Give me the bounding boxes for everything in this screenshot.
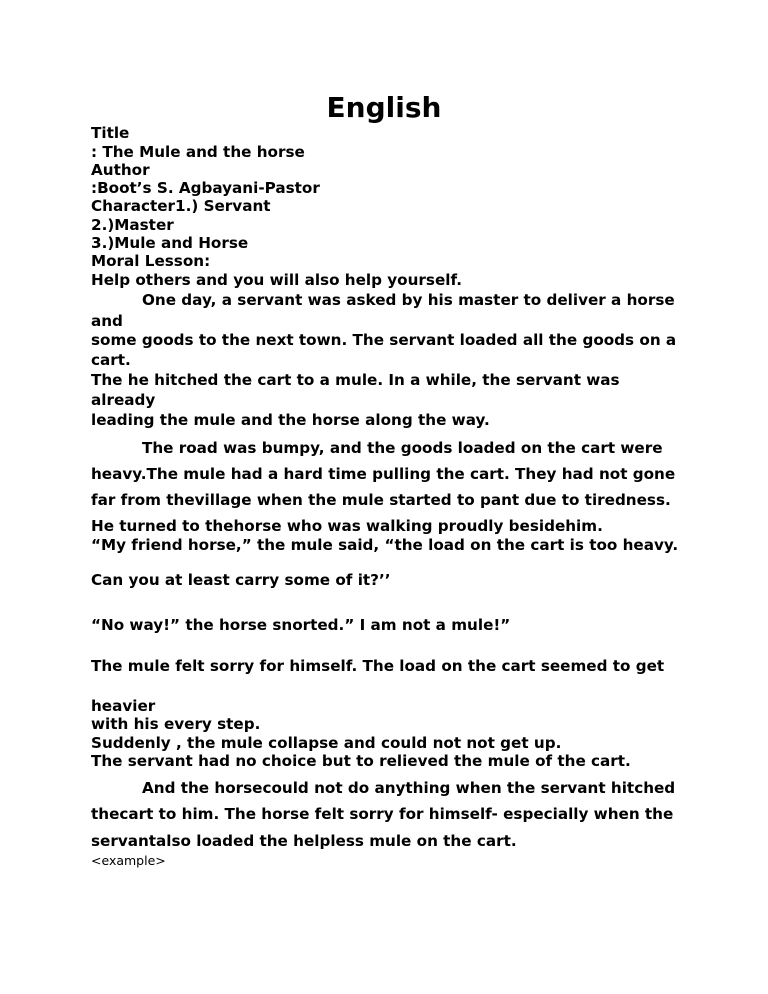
page-title: English xyxy=(326,91,442,124)
author-label: Author xyxy=(91,161,150,179)
story-line: heavy.The mule had a hard time pulling the cart. They had not gone xyxy=(91,465,676,483)
moral-lesson-label: Moral Lesson: xyxy=(91,252,211,270)
story-line: already xyxy=(91,391,156,409)
story-line: The road was bumpy, and the goods loaded on the cart were xyxy=(142,439,663,457)
story-line: And the horsecould not do anything when the servant hitched xyxy=(142,779,676,797)
story-line: leading the mule and the horse along the way. xyxy=(91,411,490,429)
story-line: far from thevillage when the mule started to pant due to tiredness. xyxy=(91,491,671,509)
story-line: He turned to thehorse who was walking proudly besidehim. xyxy=(91,517,603,535)
story-line: thecart to him. The horse felt sorry for himself- especially when the xyxy=(91,805,674,823)
character-item-1: Character1.) Servant xyxy=(91,197,271,215)
story-title: : The Mule and the horse xyxy=(91,143,305,161)
story-line: heavier xyxy=(91,697,156,715)
author-name: :Boot’s S. Agbayani-Pastor xyxy=(91,179,320,197)
story-line: The mule felt sorry for himself. The load on the cart seemed to get xyxy=(91,657,665,675)
story-line: servantalso loaded the helpless mule on the cart. xyxy=(91,832,517,850)
character-item-3: 3.)Mule and Horse xyxy=(91,234,249,252)
story-line: One day, a servant was asked by his master to deliver a horse xyxy=(142,291,675,309)
story-line: Suddenly , the mule collapse and could not not get up. xyxy=(91,734,562,752)
character-item-2: 2.)Master xyxy=(91,216,174,234)
story-line: “No way!” the horse snorted.” I am not a mule!” xyxy=(91,616,511,634)
story-line: some goods to the next town. The servant loaded all the goods on a xyxy=(91,331,677,349)
moral-lesson-text: Help others and you will also help yourself. xyxy=(91,271,463,289)
story-line: cart. xyxy=(91,351,131,369)
story-line: The he hitched the cart to a mule. In a while, the servant was xyxy=(91,371,620,389)
footer-text: <example> xyxy=(91,853,166,868)
story-line: Can you at least carry some of it?’’ xyxy=(91,571,391,589)
title-label: Title xyxy=(91,124,130,142)
story-line: and xyxy=(91,312,123,330)
story-line: “My friend horse,” the mule said, “the load on the cart is too heavy. xyxy=(91,536,679,554)
story-line: The servant had no choice but to relieved the mule of the cart. xyxy=(91,752,631,770)
story-line: with his every step. xyxy=(91,715,261,733)
